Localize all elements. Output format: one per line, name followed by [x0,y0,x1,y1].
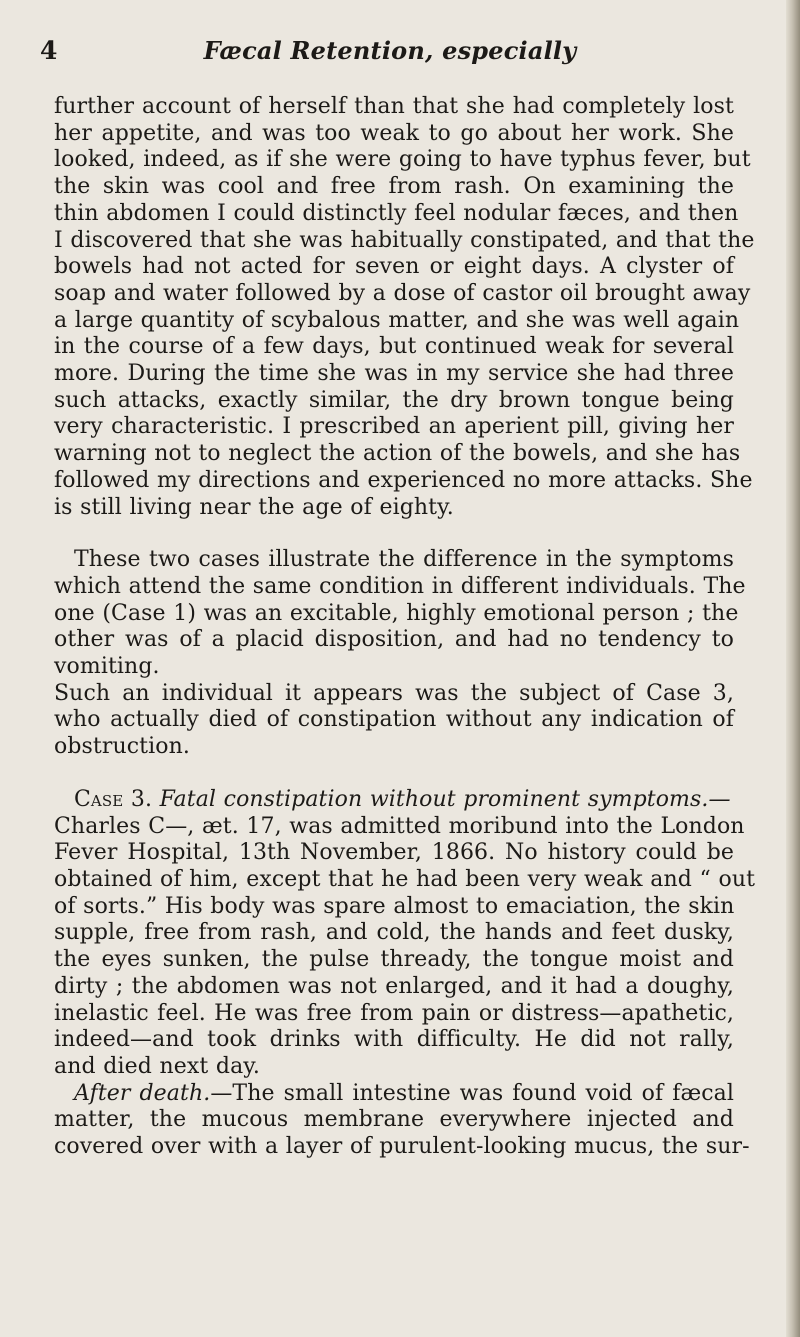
case-3-heading-line [54,787,734,814]
after-death-label: After death. [74,1080,211,1106]
text-line: a large quantity of scybalous matter, and she was well again [54,307,740,333]
text-line: the skin was cool and free from rash. On examining the [54,174,734,200]
text-line: her appetite, and was too weak to go about her work. She [54,120,734,146]
text-line: supple, free from rash, and cold, the hands and feet dusky, [54,920,734,946]
running-head-title: Fæcal Retention, especially [203,36,577,65]
text-line: the eyes sunken, the pulse thready, the tongue moist and [54,947,734,973]
text-line: These two cases illustrate the difference in the symptoms [74,547,734,573]
text-line: followed my directions and experienced no more attacks. She [54,467,753,493]
case-3-label: Case 3. [74,786,153,812]
text-line: in the course of a few days, but continued weak for several [54,334,734,360]
text-line: warning not to neglect the action of the bowels, and she has [54,441,741,467]
text-line: more. During the time she was in my service she had three [54,361,734,387]
text-line: looked, indeed, as if she were going to have typhus fever, but [54,147,751,173]
text-line: inelastic feel. He was free from pain or distress—apathetic, [54,1000,734,1026]
text-line: other was of a placid disposition, and had no tendency to [54,627,734,653]
text-line: which attend the same condition in different individuals. The [54,573,746,599]
case-3-heading: Fatal constipation without prominent symptoms.— [159,786,731,812]
text-line: Fever Hospital, 13th November, 1866. No history could be [54,840,734,866]
paragraph-gap [54,521,734,547]
text-line: Charles C—, æt. 17, was admitted moribund into the London [54,813,745,839]
after-death-first-line [54,1081,734,1108]
text-line: vomiting. [54,654,160,680]
text-line: further account of herself than that she had completely lost [54,94,734,119]
paragraph-2 [54,547,746,681]
text-line: dirty ; the abdomen was not enlarged, and it had a doughy, [54,973,734,999]
paragraph-3 [54,681,734,761]
text-line: is still living near the age of eighty. [54,494,454,520]
text-line: obstruction. [54,734,190,760]
text-line: matter, the mucous membrane everywhere injected and [54,1107,734,1133]
text-line: covered over with a layer of purulent-looking mucus, the sur- [54,1134,750,1160]
text-line: thin abdomen I could distinctly feel nodular fæces, and then [54,200,739,226]
page-edge-shadow [786,0,800,1337]
body-text [54,94,756,1161]
text-line: very characteristic. I prescribed an aperient pill, giving her [54,414,734,440]
paragraph-1 [54,94,755,521]
text-line: and died next day. [54,1053,261,1079]
text-line: soap and water followed by a dose of castor oil brought away [54,280,751,306]
after-death-paragraph [54,1080,750,1161]
text-line: of sorts.” His body was spare almost to emaciation, the skin [54,893,735,919]
page-number: 4 [40,36,58,65]
text-line: one (Case 1) was an excitable, highly emotional person ; the [54,600,739,626]
case-3-paragraph [54,786,756,1081]
text-line: I discovered that she was habitually constipated, and that the [54,227,755,253]
paragraph-gap [54,761,734,787]
text-line: Such an individual it appears was the subject of Case 3, [54,680,734,706]
text-line: who actually died of constipation without any indication of [54,707,734,733]
text-line: indeed—and took drinks with difficulty. He did not rally, [54,1027,734,1053]
after-death-text: —The small intestine was found void of fæcal [210,1080,735,1106]
text-line: such attacks, exactly similar, the dry brown tongue being [54,387,734,413]
running-head [40,36,740,72]
text-line: bowels had not acted for seven or eight days. A clyster of [54,254,734,280]
text-line: obtained of him, except that he had been very weak and “ out [54,866,756,892]
